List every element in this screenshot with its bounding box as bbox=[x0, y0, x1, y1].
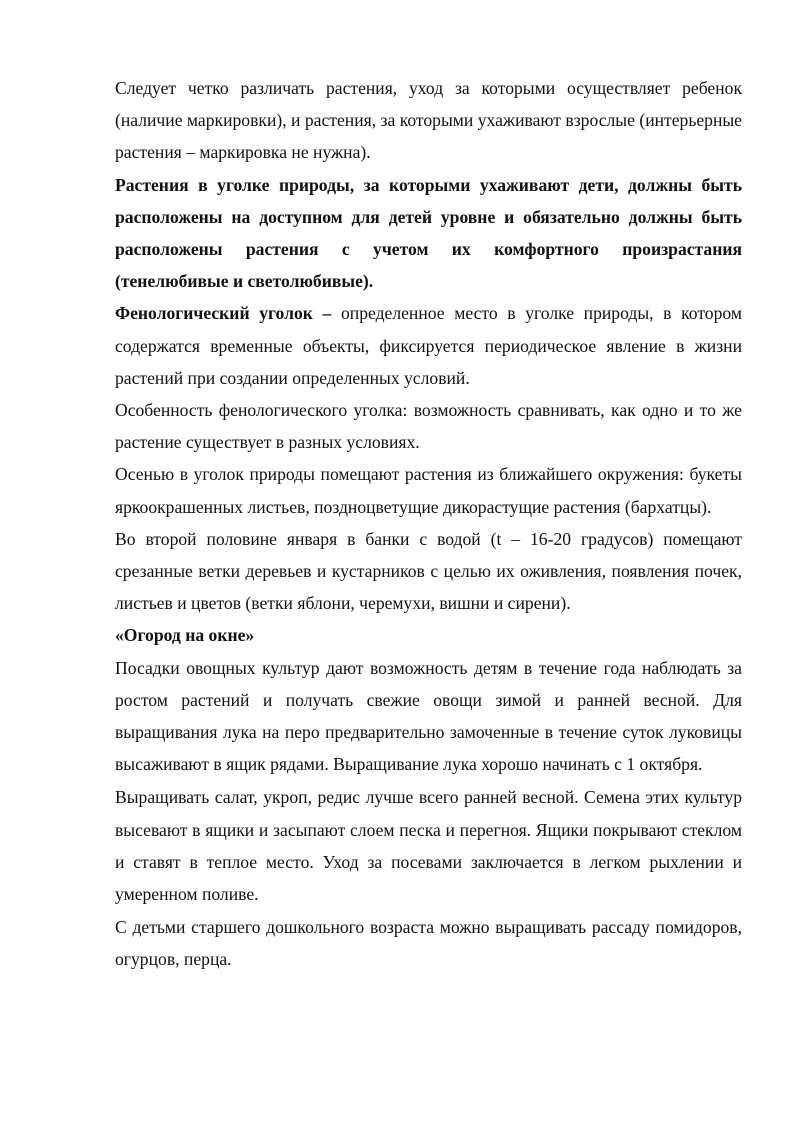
paragraph-autumn-plants: Осенью в уголок природы помещают растения из ближайшего окружения: букеты яркоокрашенных листьев, поздноцветущие дикорастущие растения (бархатцы). bbox=[115, 464, 742, 517]
paragraph-plant-care-distinction: Следует четко различать растения, уход за которыми осуществляет ребенок (наличие маркировки), и растения, за которыми ухаживают взрослые (интерьерные растения – маркировка не нужна). bbox=[115, 78, 742, 163]
paragraph-phenological-corner-definition bbox=[115, 297, 742, 394]
paragraph-plant-placement-rule: Растения в уголке природы, за которыми ухаживают дети, должны быть расположены на доступном для детей уровне и обязательно должны быть расположены растения с учетом их комфортного произрастания (тенелюбивые и светолюбивые). bbox=[115, 174, 742, 292]
paragraph-seedlings: С детьми старшего дошкольного возраста можно выращивать рассаду помидоров, огурцов, перца. bbox=[115, 917, 742, 970]
paragraph-salad-dill-radish: Выращивать салат, укроп, редис лучше всего ранней весной. Семена этих культур высевают в ящики и засыпают слоем песка и перегноя. Ящики покрывают стеклом и ставят в теплое место. Уход за посевами заключается в легком рыхлении и умеренном поливе. bbox=[115, 787, 742, 905]
section-heading-window-garden: «Огород на окне» bbox=[115, 625, 255, 646]
paragraph-vegetable-planting: Посадки овощных культур дают возможность детям в течение года наблюдать за ростом растений и получать свежие овощи зимой и ранней весной. Для выращивания лука на перо предварительно замоченные в течение суток луковицы высаживают в ящик рядами. Выращивание лука хорошо начинать с 1 октября. bbox=[115, 657, 742, 775]
term-phenological-corner: Фенологический уголок – bbox=[115, 303, 332, 324]
document-page bbox=[115, 72, 742, 976]
paragraph-january-branches: Во второй половине января в банки с водой (t – 16-20 градусов) помещают срезанные ветки деревьев и кустарников с целью их оживления, появления почек, листьев и цветов (ветки яблони, черемухи, вишни и сирени). bbox=[115, 528, 742, 614]
definition-text: определенное место в уголке природы, в котором содержатся временные объекты, фиксируется периодическое явление в жизни растений при создании определенных условий. bbox=[115, 303, 742, 388]
paragraph-phenological-corner-feature: Особенность фенологического уголка: возможность сравнивать, как одно и то же растение существует в разных условиях. bbox=[115, 400, 742, 453]
